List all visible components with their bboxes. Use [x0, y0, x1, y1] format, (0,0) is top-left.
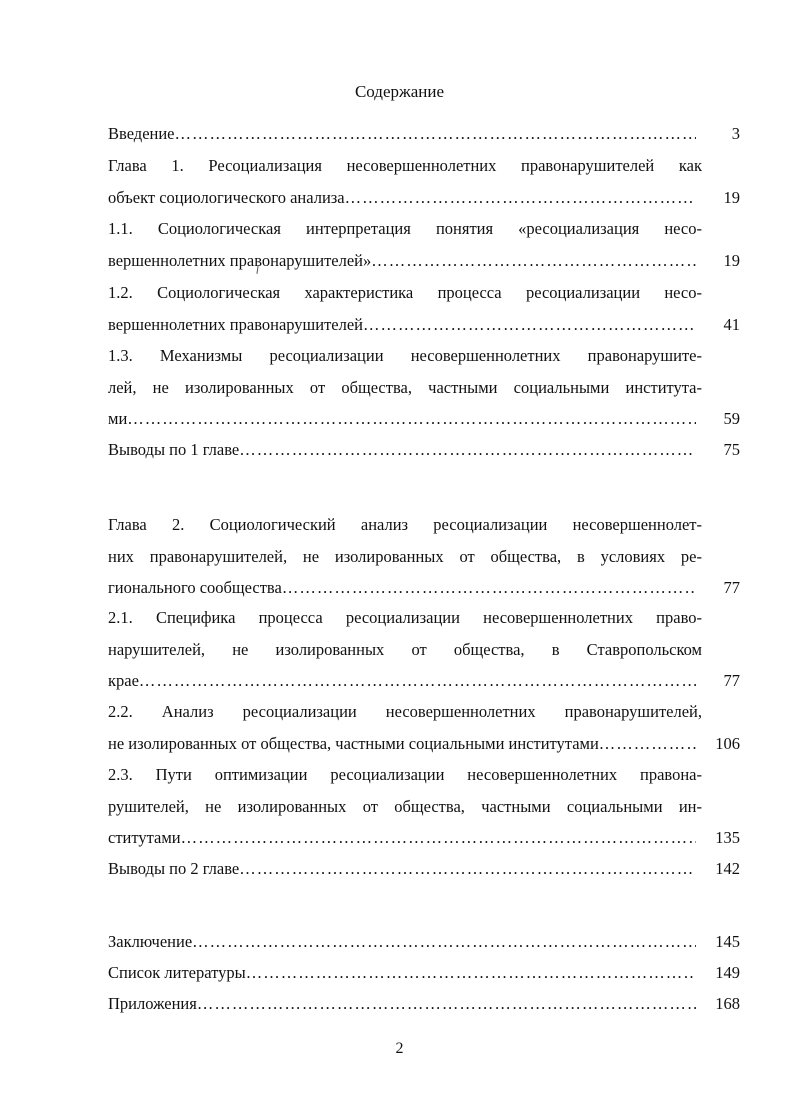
toc-entry-introduction	[108, 118, 740, 150]
toc-entry-text: Введение	[108, 124, 175, 143]
toc-entry-line: 1.3. Механизмы ресоциализации несовершеннолетних правонарушите-	[108, 346, 702, 365]
toc-entry-line: 2.2. Анализ ресоциализации несовершеннолетних правонарушителей,	[108, 702, 702, 721]
dot-leader	[192, 926, 696, 958]
toc-page-number: 77	[723, 578, 740, 597]
dot-leader	[127, 403, 696, 435]
dot-leader	[139, 665, 696, 697]
toc-entry-line: 1.1. Социологическая интерпретация понятия «ресоциализация несо-	[108, 219, 702, 238]
toc-entry-chapter-2	[108, 509, 740, 604]
toc-page-number: 145	[715, 932, 740, 951]
toc-page-number: 106	[715, 733, 740, 753]
toc-entry-text: вершеннолетних правонарушителей	[108, 314, 364, 334]
dot-leader	[282, 572, 696, 604]
toc-entry-text: не изолированных от общества, частными социальными институтами	[108, 733, 599, 753]
toc-entry-section-1-1	[108, 213, 740, 276]
toc-entry-line: них правонарушителей, не изолированных от общества, в условиях ре-	[108, 546, 702, 566]
toc-entry-text: Список литературы	[108, 963, 246, 982]
toc-entry-text: Приложения	[108, 994, 197, 1013]
toc-entry-text: гионального сообщества	[108, 578, 282, 597]
toc-entry-conclusions-2	[108, 853, 740, 885]
dot-leader	[246, 957, 696, 989]
toc-entry-text: крае	[108, 671, 139, 690]
toc-entry-line: Глава 2. Социологический анализ ресоциализации несовершеннолет-	[108, 515, 702, 534]
toc-entry-text: Выводы по 2 главе	[108, 859, 240, 878]
dot-leader	[175, 118, 696, 150]
toc-entry-line: рушителей, не изолированных от общества, частными социальными ин-	[108, 796, 702, 816]
toc-entry-line: лей, не изолированных от общества, частными социальными института-	[108, 377, 702, 397]
toc-entry-line: 2.3. Пути оптимизации ресоциализации несовершеннолетних правона-	[108, 765, 702, 784]
toc-page-number: 149	[715, 963, 740, 982]
toc-entry-line: нарушителей, не изолированных от общества, в Ставропольском	[108, 639, 702, 659]
toc-entry-chapter-1	[108, 150, 740, 213]
toc-page-number: 168	[715, 994, 740, 1013]
toc-entry-text: объект социологического анализа	[108, 187, 345, 207]
toc-page-number: 19	[723, 250, 740, 270]
toc-entry-conclusion	[108, 926, 740, 958]
toc-entry-line: Глава 1. Ресоциализация несовершеннолетних правонарушителей как	[108, 156, 702, 175]
toc-entry-text: Выводы по 1 главе	[108, 440, 240, 459]
page-number: 2	[395, 1040, 404, 1057]
toc-entry-section-1-2	[108, 277, 740, 340]
toc-page-number: 41	[723, 314, 740, 334]
toc-entry-section-1-3	[108, 340, 740, 435]
dot-leader	[197, 988, 696, 1020]
toc-entry-section-2-2	[108, 696, 740, 759]
toc-page-number: 75	[723, 440, 740, 459]
toc-page-number: 19	[723, 187, 740, 207]
toc-entry-text: вершеннолетних правонарушителей»	[108, 250, 372, 270]
toc-entry-text: ми	[108, 409, 128, 428]
toc-entry-line: 2.1. Специфика процесса ресоциализации несовершеннолетних право-	[108, 608, 702, 627]
dot-leader	[363, 309, 696, 341]
toc-entry-text: ститутами	[108, 828, 181, 847]
toc-title: Содержание	[354, 82, 445, 101]
toc-entry-section-2-1	[108, 602, 740, 697]
dot-leader	[181, 822, 696, 854]
toc-page-number: 59	[723, 409, 740, 428]
dot-leader	[239, 434, 696, 466]
toc-page-number: 77	[723, 671, 740, 690]
dot-leader	[239, 853, 696, 885]
toc-page-number: 135	[715, 828, 740, 847]
toc-entry-conclusions-1	[108, 434, 740, 466]
dot-leader	[345, 182, 696, 214]
toc-page-number: 3	[731, 124, 740, 143]
toc-entry-bibliography	[108, 957, 740, 989]
toc-entry-line: 1.2. Социологическая характеристика процесса ресоциализации несо-	[108, 283, 702, 302]
toc-entry-text: Заключение	[108, 932, 193, 951]
toc-entry-appendices	[108, 988, 740, 1020]
dot-leader	[371, 245, 696, 277]
dot-leader	[599, 728, 696, 760]
toc-page-number: 142	[715, 859, 740, 878]
toc-entry-section-2-3	[108, 759, 740, 854]
